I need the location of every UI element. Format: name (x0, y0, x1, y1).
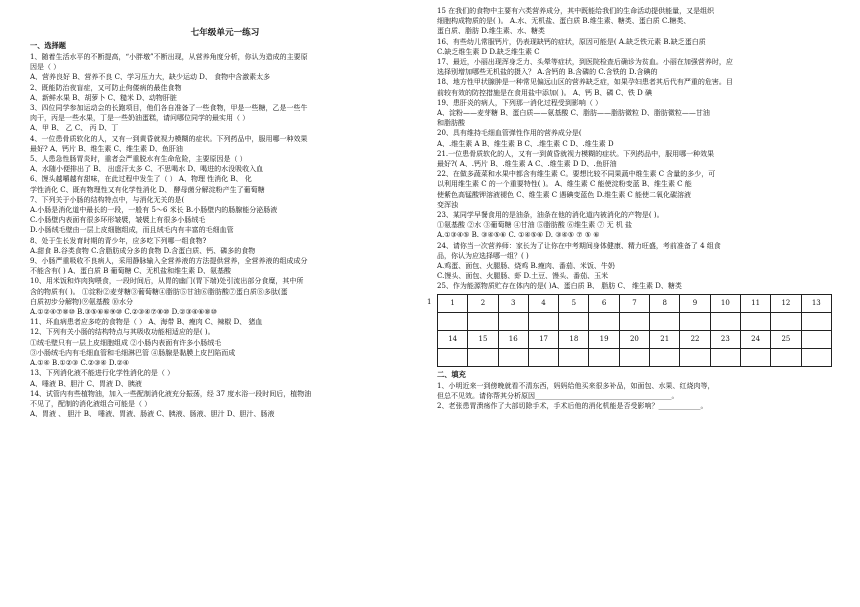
question-line: 3、四位同学参加运动会的长跑项目，他们各自准备了一些食物，甲是一些糖，乙是一些牛 (30, 104, 308, 113)
grid-number-cell: 20 (619, 330, 649, 348)
question-line: 18、地方性甲状腺肿是一种常见偏远山区的营养缺乏症，如果孕妇患者其后代有严重的危害。目 (437, 78, 733, 87)
question-line: 以利用维生素 C 的一个重要特性( )。 A、维生素 C 能使淀粉变蓝 B、维生素 C 能 (437, 180, 692, 189)
grid-number-cell: 12 (771, 294, 801, 312)
question-line: D.小肠绒毛壁由一层上皮细胞组成，而且绒毛内有丰富的毛细血管 (30, 226, 234, 235)
question-line: 12、下列有关小肠的结构特点与其吸收功能相适应的是( )。 (30, 328, 215, 337)
right-column (437, 6, 837, 411)
grid-row (438, 294, 832, 312)
grid-answer-cell[interactable] (559, 348, 589, 366)
question-line: A、新鲜水果 B、胡萝卜 C、糙米 D、动物肝脏 (30, 93, 177, 102)
grid-number-cell: 11 (740, 294, 770, 312)
question-line: 25、作为能源物质贮存在体内的是( )A、蛋白质 B、 脂肪 C、 维生素 D、糖类 (437, 282, 682, 291)
answer-grid (437, 294, 832, 367)
question-line: 5、人患急性肠胃炎时，重者会严重脱水有生命危险，主要原因是（ ） (30, 155, 247, 164)
question-line: 不能含有( ) A、蛋白质 B 葡萄糖 C、无机盐和维生素 D、氨基酸 (30, 267, 231, 276)
grid-answer-cell[interactable] (771, 348, 801, 366)
question-line: 7、下列关于小肠的结构特点中，与消化无关的是( (30, 195, 185, 204)
grid-number-cell: 5 (559, 294, 589, 312)
grid-answer-cell[interactable] (680, 348, 710, 366)
grid-answer-cell[interactable] (650, 348, 680, 366)
question-line: A、胃液 、 胆汁 B、 唾液、胃液、肠液 C、胰液、肠液、胆汁 D、胆汁、肠液 (30, 410, 275, 419)
grid-answer-cell[interactable] (710, 348, 740, 366)
question-line: 最好? A、钙片 B、维生素 C、维生素 D、鱼肝油 (30, 144, 183, 153)
grid-number-cell: 22 (680, 330, 710, 348)
grid-number-cell: 2 (468, 294, 498, 312)
grid-answer-cell[interactable] (589, 312, 619, 330)
grid-row (438, 348, 832, 366)
question-line: 蛋白质、脂肪 D.维生素、水、糖类 (437, 27, 545, 36)
question-line: 16、有些幼儿常服钙片，仍表现缺钙的症状，原因可能是( A.缺乏铁元素 B.缺乏蛋白质 (437, 37, 706, 46)
grid-number-cell: 18 (559, 330, 589, 348)
grid-answer-cell[interactable] (559, 312, 589, 330)
grid-answer-cell[interactable] (589, 348, 619, 366)
worksheet-title: 七年级单元一练习 (190, 28, 260, 38)
question-line: 肉干，丙是一些水果，丁是一些奶油蛋糕，请问哪位同学的最实用（ ） (30, 114, 250, 123)
question-line: 使紫色高锰酸钾溶液褪色 C、维生素 C 遇碘变蓝色 D.维生素 C 能使二氧化碳溶液 (437, 190, 692, 199)
question-line: A、甲 B、 乙 C、 丙 D、丁 (30, 124, 119, 133)
grid-number-cell: 8 (650, 294, 680, 312)
question-line: 23、某同学早餐食用的是油条，油条在他的消化道内被消化的产物是( )。 (437, 211, 664, 220)
grid-answer-cell[interactable] (619, 312, 649, 330)
grid-number-cell (801, 330, 831, 348)
question-line: A.小肠是消化道中最长的一段，一般有 5～6 米长 B.小肠壁内的肠腺能分泌肠液 (30, 206, 278, 215)
page-number: 1 (427, 298, 432, 306)
grid-row (438, 312, 832, 330)
grid-answer-cell[interactable] (680, 312, 710, 330)
fill-question-lines (437, 381, 837, 412)
grid-answer-cell[interactable] (740, 348, 770, 366)
grid-number-cell: 24 (740, 330, 770, 348)
question-line: 最好?( A、.钙片 B、.维生素 A C、.维生素 D D、.鱼肝油 (437, 160, 617, 169)
question-line: A.甜食 B.谷类食物 C.含脂肪成分多的食物 D.含蛋白质、钙、磷多的食物 (30, 246, 256, 255)
grid-number-cell: 9 (680, 294, 710, 312)
grid-number-cell: 1 (438, 294, 468, 312)
grid-number-cell: 13 (801, 294, 831, 312)
question-line: A、淀粉——麦芽糖 B、蛋白质——氨基酸 C、脂肪——脂肪微粒 D、脂肪微粒——甘油 (437, 109, 710, 118)
fill-line: 1、小明近来一到傍晚就看不清东西，妈妈给他买来很多补品，如面包、水果、红烧肉等， (437, 381, 715, 390)
grid-answer-cell[interactable] (498, 312, 528, 330)
left-column (30, 6, 420, 419)
question-line: C.小肠壁内表面有很多环形皱襞，皱襞上有很多小肠绒毛 (30, 216, 206, 225)
grid-answer-cell[interactable] (528, 312, 558, 330)
question-line: 含的物质有( )。 ①淀粉②麦芽糖③葡萄糖④脂肪⑤甘油⑥脂肪酸⑦蛋白质⑧多肽(蛋 (30, 287, 288, 296)
question-line: 前较有效的防控措施是在食用盐中添加( )。 A、钙 B、磷 C、铁 D 碘 (437, 88, 652, 97)
grid-answer-cell[interactable] (710, 312, 740, 330)
question-line: 4、一位患骨质软化的人，又有一到黄昏就视力模糊的症状。下列药品中，服用哪一种效果 (30, 134, 308, 143)
question-line: 14、试管内有些植物油，加入一些配制消化液充分振荡，经 37 度水浴一段时间后，植物油 (30, 389, 312, 398)
question-line: A.鸡蛋、面包、火腿肠、烧鸡 B.瘦肉、番茄、米饭、牛奶 (437, 262, 615, 271)
question-line: 9、小肠严重吸收不良病人，采用静脉输入全营养液的方法提供营养，全营养液的组成成分 (30, 257, 308, 266)
question-line: A、水随小便排出了 B、 出虚汗太多 C、不思喝水 D、喝进的水没吸收入血 (30, 165, 264, 174)
grid-answer-cell[interactable] (438, 312, 468, 330)
grid-number-cell: 17 (528, 330, 558, 348)
question-line: 20、具有维持毛细血管弹性作用的营养成分是( (437, 129, 582, 138)
grid-number-cell: 6 (589, 294, 619, 312)
grid-number-cell: 15 (468, 330, 498, 348)
question-line: A.①④ B.①②③ C.②③④ D.②④ (30, 359, 129, 368)
question-line: 细胞构成物质的是( )。 A.水、无机盐、蛋白质 B.维生素、糖类、蛋白质 C.糖类、 (437, 17, 691, 26)
grid-number-cell: 7 (619, 294, 649, 312)
grid-answer-cell[interactable] (468, 348, 498, 366)
grid-number-cell: 23 (710, 330, 740, 348)
grid-answer-cell[interactable] (528, 348, 558, 366)
question-line: 13、下列消化液不能进行化学性消化的是（ ） (30, 369, 175, 378)
question-line: C.馒头、面包、火腿肠、虾 D.土豆、馒头、番茄、玉米 (437, 272, 609, 281)
question-line: 变浑浊 (437, 200, 458, 209)
question-line: 和脂肪酸 (437, 119, 465, 128)
grid-number-cell: 4 (528, 294, 558, 312)
section-fill-heading: 二、填充 (437, 369, 466, 379)
question-line: 白质初步分解物)⑨氨基酸 ⑩水分 (30, 297, 133, 306)
grid-number-cell: 16 (498, 330, 528, 348)
grid-number-cell: 19 (589, 330, 619, 348)
question-line: A.①③④⑤ B. ③④⑤⑥ C. ①④⑤⑥ D. ③④⑤ ⑦ ⑤ ⑥ (437, 231, 600, 240)
right-question-lines (437, 6, 837, 292)
grid-answer-cell[interactable] (468, 312, 498, 330)
grid-answer-cell[interactable] (650, 312, 680, 330)
question-line: C.缺乏维生素 D D.缺乏维生素 C (437, 47, 540, 56)
left-question-lines (30, 52, 420, 419)
question-line: 6、馒头越嚼越有甜味，在此过程中发生了（ ） A、物理 性消化 B、 化 (30, 175, 252, 184)
grid-row (438, 330, 832, 348)
question-line: 1、随着生活水平的不断提高，“小胖墩”不断出现，从营养角度分析，你认为造成的主要原 (30, 53, 308, 61)
question-line: 21.一位患骨质软化的人，又有一到黄昏就视力模糊的症状。下列药品中，服用哪一种效果 (437, 149, 715, 158)
question-line: ①绒毛壁只有一层上皮细胞组成 ②小肠内表面有许多小肠绒毛 (30, 338, 222, 347)
grid-answer-cell[interactable] (498, 348, 528, 366)
grid-number-cell: 14 (438, 330, 468, 348)
grid-number-cell: 3 (498, 294, 528, 312)
question-line: A.①②④⑦⑧⑩ B.③⑤⑥⑥⑨⑩ C.②③④⑦⑧⑩ D.②③④⑥⑧⑩ (30, 308, 217, 317)
fill-line: 2、老张患胃溃疡作了大部切除手术，手术后他的消化机能是否受影响？____________。 (437, 402, 708, 411)
question-line: 10、用米饭和炸肉狗喂食，一段时间后，从胃的幽门(胃下端)处引流出部分食糜，其中所 (30, 277, 304, 286)
question-line: 11、坏血病患者应多吃的食物是（ ） A、海带 B、瘦肉 C、辣椒 D、 猪血 (30, 318, 263, 327)
question-line: 19、患肝炎的病人，下列那一消化过程受到影响（ ） (437, 98, 603, 107)
question-line: 2、既能防治夜盲症，又可防止佝偻病的最佳食物 (30, 83, 182, 92)
question-line: 15 在我们的食物中主要有六类营养成分，其中既能给我们的生命活动提供能量，又是组织 (437, 7, 715, 15)
question-line: 品，你认为应选择哪一组？( ) (437, 251, 529, 260)
fill-line: 但总不见效。请你帮其分析原因_______________________________________。 (437, 391, 679, 400)
grid-number-cell: 25 (771, 330, 801, 348)
grid-answer-cell[interactable] (619, 348, 649, 366)
grid-answer-cell[interactable] (771, 312, 801, 330)
grid-answer-cell[interactable] (740, 312, 770, 330)
question-line: 学性消化 C、既有物理性又有化学性消化 D、 酵母菌分解淀粉产生了葡萄糖 (30, 185, 265, 194)
section-choice-heading: 一、选择题 (30, 41, 66, 50)
question-line: A、.维生素 A B、维生素 B C、.维生素 C D、.维生素 D (437, 139, 614, 148)
question-line: 选择别增加哪些无机盐的摄入？ A.含钙的 B.含磷的 C.含铁的 D.含碘的 (437, 68, 658, 77)
question-line: A、营养良好 B、营养不良 C、学习压力大，缺少运动 D、 食物中含激素太多 (30, 73, 271, 82)
question-line: 8、处于生长发育时期的青少年，应多吃下列哪一组食物? (30, 236, 207, 245)
question-line: 22、在做多蔬菜和水果中都含有维生素 C。要想比较不同果蔬中维生素 C 含量的多少，可 (437, 170, 716, 179)
grid-answer-cell[interactable] (438, 348, 468, 366)
grid-answer-cell[interactable] (801, 312, 831, 330)
grid-number-cell: 21 (650, 330, 680, 348)
question-line: 17、最近，小丽出现浑身乏力、头晕等症状，到医院检查后确诊为贫血。小丽在加强营养时，应 (437, 58, 733, 67)
grid-number-cell: 10 (710, 294, 740, 312)
question-line: 因是（ ） (30, 63, 61, 72)
question-line: ③小肠绒毛内有毛细血管和毛细淋巴管 ④肠腺是黏膜上皮凹陷而成 (30, 348, 236, 357)
question-line: 24、请你当一次营养师：家长为了让你在中考期间身体健康、精力旺盛，考前准备了 4 组食 (437, 241, 721, 250)
question-line: A、唾液 B、胆汁 C、胃液 D、胰液 (30, 379, 142, 388)
question-line: ①氨基酸 ②水 ③葡萄糖 ④甘油 ⑤脂肪酸 ⑥维生素 ⑦ 无 机 盐 (437, 221, 633, 230)
grid-answer-cell[interactable] (801, 348, 831, 366)
question-line: 不见了，配制的消化液组合可能是（ ） (30, 399, 152, 408)
